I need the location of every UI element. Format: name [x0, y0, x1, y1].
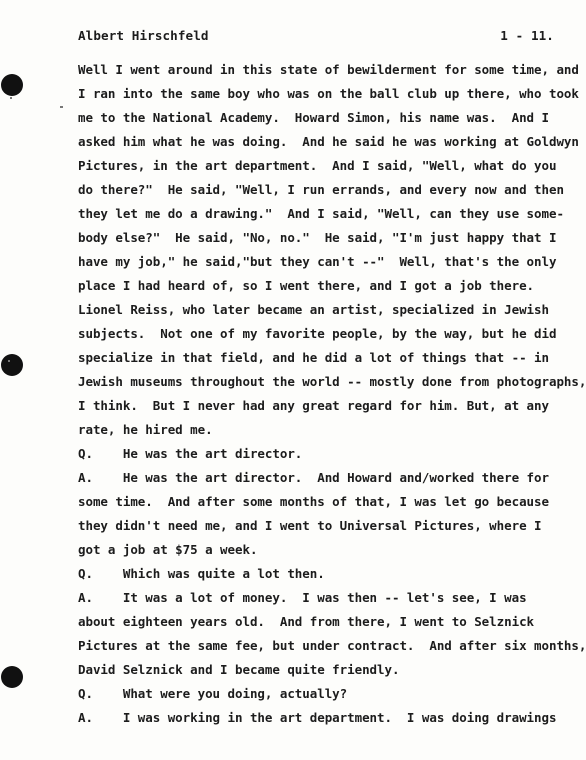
- answer-line: A. It was a lot of money. I was then -- let's see, I was: [78, 590, 527, 605]
- body-line: I think. But I never had any great regard for him. But, at any: [78, 398, 549, 413]
- body-line: they didn't need me, and I went to Universal Pictures, where I: [78, 518, 542, 533]
- body-line: rate, he hired me.: [78, 422, 213, 437]
- answer-line: A. He was the art director. And Howard and/worked there for: [78, 470, 549, 485]
- body-line: I ran into the same boy who was on the ball club up there, who took: [78, 86, 579, 101]
- answer-line: A. I was working in the art department. I was doing drawings: [78, 710, 557, 725]
- body-line: place I had heard of, so I went there, and I got a job there.: [78, 278, 535, 293]
- body-line: body else?" He said, "No, no." He said, "I'm just happy that I: [78, 230, 557, 245]
- question-line: Q. What were you doing, actually?: [78, 686, 348, 701]
- body-line: asked him what he was doing. And he said he was working at Goldwyn: [78, 134, 579, 149]
- body-line: David Selznick and I became quite friendly.: [78, 662, 400, 677]
- body-line: some time. And after some months of that, I was let go because: [78, 494, 549, 509]
- body-line: Lionel Reiss, who later became an artist, specialized in Jewish: [78, 302, 549, 317]
- body-line: do there?" He said, "Well, I run errands, and every now and then: [78, 182, 564, 197]
- binder-hole: [1, 74, 23, 96]
- body-line: they let me do a drawing." And I said, "Well, can they use some-: [78, 206, 564, 221]
- binder-hole: [1, 666, 23, 688]
- header-page-number: 1 - 11.: [500, 28, 554, 43]
- question-line: Q. Which was quite a lot then.: [78, 566, 325, 581]
- body-line: Jewish museums throughout the world -- mostly done from photographs,: [78, 374, 586, 389]
- body-line: got a job at $75 a week.: [78, 542, 258, 557]
- body-line: Well I went around in this state of bewilderment for some time, and: [78, 62, 579, 77]
- scan-speck: [8, 360, 10, 362]
- body-line: have my job," he said,"but they can't --" Well, that's the only: [78, 254, 557, 269]
- binder-hole: [1, 354, 23, 376]
- question-line: Q. He was the art director.: [78, 446, 303, 461]
- body-line: Pictures at the same fee, but under contract. And after six months,: [78, 638, 586, 653]
- body-line: me to the National Academy. Howard Simon, his name was. And I: [78, 110, 549, 125]
- scan-speck: [10, 97, 12, 99]
- body-line: about eighteen years old. And from there, I went to Selznick: [78, 614, 535, 629]
- body-line: specialize in that field, and he did a lot of things that -- in: [78, 350, 549, 365]
- body-line: subjects. Not one of my favorite people, by the way, but he did: [78, 326, 557, 341]
- scan-speck: [60, 106, 63, 108]
- body-line: Pictures, in the art department. And I said, "Well, what do you: [78, 158, 557, 173]
- header-author: Albert Hirschfeld: [78, 28, 209, 43]
